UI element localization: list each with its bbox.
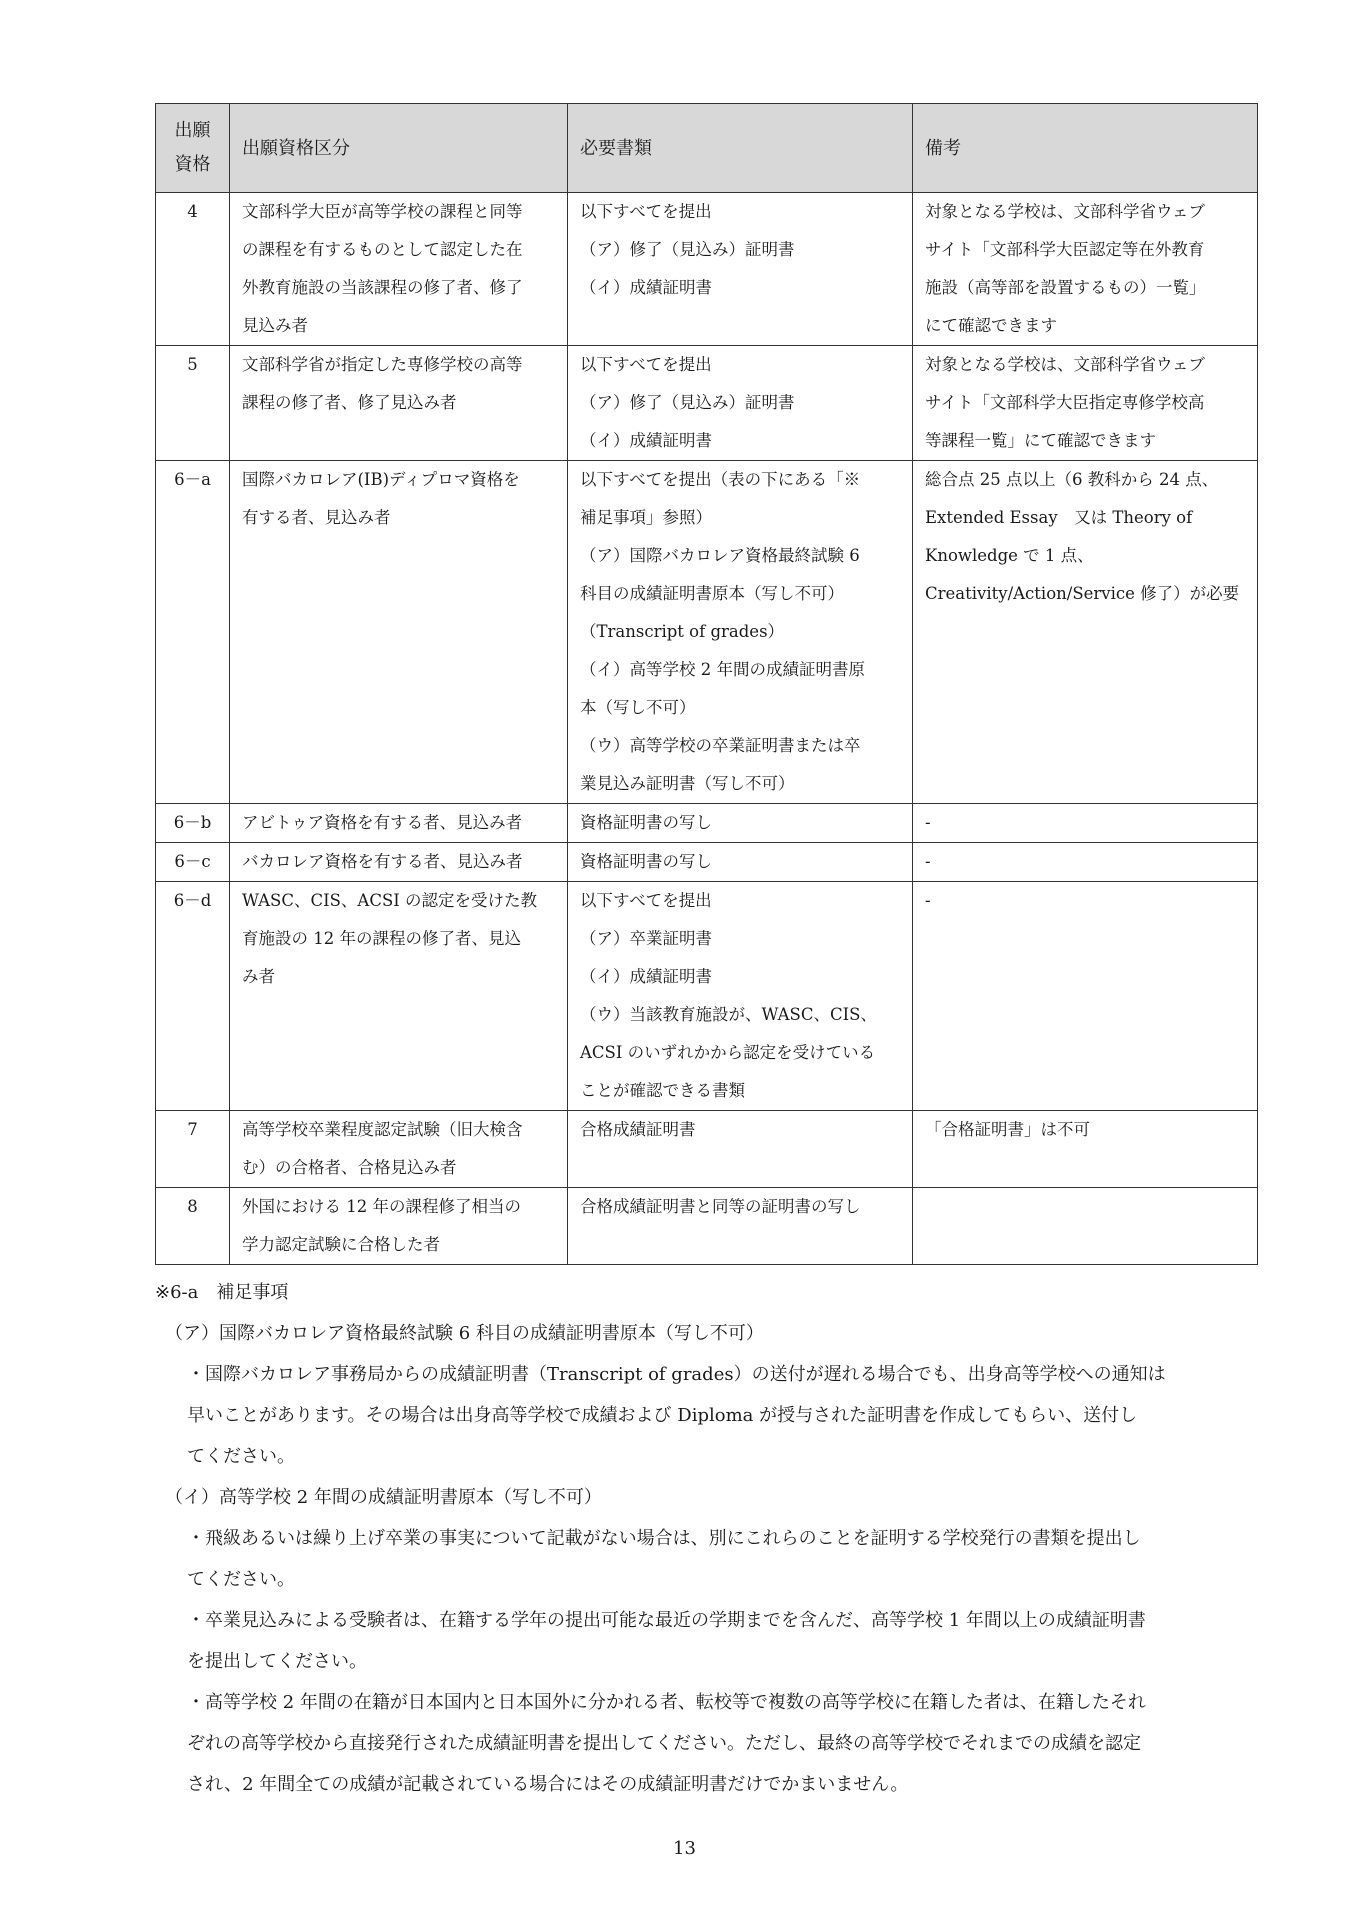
cell-line: 以下すべてを提出: [580, 202, 712, 221]
table-row: [156, 1188, 1258, 1265]
cell-line: （Transcript of grades）: [580, 622, 785, 641]
cell-line: 文部科学大臣が高等学校の課程と同等: [242, 202, 523, 221]
note-line: 早いことがあります。その場合は出身高等学校で成績および Diploma が授与された証明書を作成してもらい、送付し: [187, 1405, 1138, 1426]
qualification-number: 4: [156, 193, 230, 346]
cell-line: 本（写し不可）: [580, 698, 696, 717]
note-item-i-text-2: [155, 1600, 1265, 1682]
cell-line: ことが確認できる書類: [580, 1081, 745, 1100]
cell-line: （ア）国際バカロレア資格最終試験 6: [580, 546, 860, 565]
remarks: [913, 346, 1258, 461]
cell-line: の課程を有するものとして認定した在: [242, 240, 523, 259]
cell-line: 高等学校卒業程度認定試験（旧大検含: [242, 1120, 523, 1139]
note-item-i-heading: （イ）高等学校 2 年間の成績証明書原本（写し不可）: [165, 1487, 602, 1508]
cell-line: み者: [242, 967, 275, 986]
cell-line: 外教育施設の当該課程の修了者、修了: [242, 278, 523, 297]
header-qualification-no: [156, 104, 230, 193]
qualification-category: [230, 1111, 568, 1188]
remarks: [913, 461, 1258, 804]
cell-line: アビトゥア資格を有する者、見込み者: [242, 813, 523, 832]
cell-line: 総合点 25 点以上（6 教科から 24 点、: [925, 470, 1219, 489]
cell-line: 以下すべてを提出: [580, 355, 712, 374]
remarks: [913, 804, 1258, 843]
cell-line: 学力認定試験に合格した者: [242, 1235, 440, 1254]
cell-line: サイト「文部科学大臣認定等在外教育: [925, 240, 1205, 259]
cell-line: 合格成績証明書: [580, 1120, 696, 1139]
qualification-number: 7: [156, 1111, 230, 1188]
page-number: 13: [673, 1838, 696, 1859]
cell-line: （ウ）当該教育施設が、WASC、CIS、: [580, 1005, 877, 1024]
cell-line: 業見込み証明書（写し不可）: [580, 774, 795, 793]
cell-line: 補足事項」参照）: [580, 508, 712, 527]
qualification-category: [230, 461, 568, 804]
cell-line: 対象となる学校は、文部科学省ウェブ: [925, 355, 1205, 374]
table-row: [156, 1111, 1258, 1188]
cell-line: 以下すべてを提出（表の下にある「※: [580, 470, 861, 489]
required-documents: [568, 1111, 913, 1188]
cell-line: （ウ）高等学校の卒業証明書または卒: [580, 736, 861, 755]
header-remarks: 備考: [913, 104, 1258, 193]
remarks: [913, 1111, 1258, 1188]
qualification-category: [230, 346, 568, 461]
note-line: を提出してください。: [187, 1651, 367, 1672]
note-line: され、2 年間全ての成績が記載されている場合にはその成績証明書だけでかまいません。: [187, 1774, 909, 1795]
cell-line: 等課程一覧」にて確認できます: [925, 431, 1156, 450]
note-line: ・高等学校 2 年間の在籍が日本国内と日本国外に分かれる者、転校等で複数の高等学校に在籍した者は、在籍したそれ: [187, 1692, 1146, 1713]
cell-line: WASC、CIS、ACSI の認定を受けた教: [242, 891, 538, 910]
table-row: [156, 843, 1258, 882]
cell-line: にて確認できます: [925, 316, 1057, 335]
cell-line: 国際バカロレア(IB)ディプロマ資格を: [242, 470, 520, 489]
cell-line: 対象となる学校は、文部科学省ウェブ: [925, 202, 1205, 221]
remarks: [913, 1188, 1258, 1265]
cell-line: （ア）修了（見込み）証明書: [580, 393, 795, 412]
note-line: ぞれの高等学校から直接発行された成績証明書を提出してください。ただし、最終の高等学校でそれまでの成績を認定: [187, 1733, 1141, 1754]
header-line: 資格: [174, 154, 211, 175]
cell-line: -: [925, 813, 931, 832]
qualification-number: 6－a: [156, 461, 230, 804]
header-documents: 必要書類: [568, 104, 913, 193]
note-line: ・卒業見込みによる受験者は、在籍する学年の提出可能な最近の学期までを含んだ、高等学校 1 年間以上の成績証明書: [187, 1610, 1146, 1631]
cell-line: Creativity/Action/Service 修了）が必要: [925, 584, 1240, 603]
required-documents: [568, 346, 913, 461]
qualification-category: [230, 882, 568, 1111]
header-line: 出願: [174, 120, 211, 141]
cell-line: （イ）成績証明書: [580, 967, 712, 986]
cell-line: -: [925, 852, 931, 871]
cell-line: 施設（高等部を設置するもの）一覧」: [925, 278, 1206, 297]
supplementary-notes: [155, 1272, 1265, 1805]
cell-line: （ア）卒業証明書: [580, 929, 712, 948]
note-item-i-text-3: [155, 1682, 1265, 1805]
cell-line: -: [925, 891, 931, 910]
cell-line: Extended Essay 又は Theory of: [925, 508, 1193, 527]
cell-line: 資格証明書の写し: [580, 852, 712, 871]
note-line: ・飛級あるいは繰り上げ卒業の事実について記載がない場合は、別にこれらのことを証明する学校発行の書類を提出し: [187, 1528, 1141, 1549]
table-row: [156, 804, 1258, 843]
cell-line: Knowledge で 1 点、: [925, 546, 1094, 565]
cell-line: 課程の修了者、修了見込み者: [242, 393, 457, 412]
note-line: てください。: [187, 1446, 295, 1467]
cell-line: サイト「文部科学大臣指定専修学校高: [925, 393, 1205, 412]
required-documents: [568, 804, 913, 843]
note-item-a-heading: （ア）国際バカロレア資格最終試験 6 科目の成績証明書原本（写し不可）: [165, 1323, 764, 1344]
qualification-number: 6－c: [156, 843, 230, 882]
qualification-category: [230, 1188, 568, 1265]
cell-line: バカロレア資格を有する者、見込み者: [242, 852, 523, 871]
notes-title: ※6-a 補足事項: [155, 1282, 289, 1303]
qualification-number: 5: [156, 346, 230, 461]
cell-line: ACSI のいずれかから認定を受けている: [580, 1043, 876, 1062]
remarks: [913, 193, 1258, 346]
cell-line: 育施設の 12 年の課程の修了者、見込: [242, 929, 521, 948]
required-documents: [568, 461, 913, 804]
required-documents: [568, 193, 913, 346]
cell-line: 合格成績証明書と同等の証明書の写し: [580, 1197, 861, 1216]
cell-line: 資格証明書の写し: [580, 813, 712, 832]
remarks: [913, 882, 1258, 1111]
cell-line: （イ）高等学校 2 年間の成績証明書原: [580, 660, 865, 679]
table-row: [156, 346, 1258, 461]
cell-line: む）の合格者、合格見込み者: [242, 1158, 457, 1177]
cell-line: （イ）成績証明書: [580, 431, 712, 450]
qualification-number: 6－b: [156, 804, 230, 843]
qualification-number: 6－d: [156, 882, 230, 1111]
cell-line: （ア）修了（見込み）証明書: [580, 240, 795, 259]
note-item-i-text-1: [155, 1518, 1265, 1600]
required-documents: [568, 1188, 913, 1265]
note-line: てください。: [187, 1569, 295, 1590]
cell-line: 文部科学省が指定した専修学校の高等: [242, 355, 523, 374]
required-documents: [568, 843, 913, 882]
note-item-a-text: [155, 1354, 1265, 1477]
table-row: [156, 882, 1258, 1111]
cell-line: 外国における 12 年の課程修了相当の: [242, 1197, 521, 1216]
required-documents: [568, 882, 913, 1111]
cell-line: 見込み者: [242, 316, 308, 335]
remarks: [913, 843, 1258, 882]
qualification-category: [230, 193, 568, 346]
table-row: [156, 461, 1258, 804]
cell-line: （イ）成績証明書: [580, 278, 712, 297]
table-header-row: [156, 104, 1258, 193]
qualification-number: 8: [156, 1188, 230, 1265]
qualification-table: [155, 103, 1258, 1265]
cell-line: 「合格証明書」は不可: [925, 1120, 1090, 1139]
cell-line: 科目の成績証明書原本（写し不可）: [580, 584, 844, 603]
cell-line: 有する者、見込み者: [242, 508, 391, 527]
table-row: [156, 193, 1258, 346]
cell-line: 以下すべてを提出: [580, 891, 712, 910]
note-line: ・国際バカロレア事務局からの成績証明書（Transcript of grades）の送付が遅れる場合でも、出身高等学校への通知は: [187, 1364, 1166, 1385]
header-category: 出願資格区分: [230, 104, 568, 193]
qualification-category: [230, 804, 568, 843]
qualification-category: [230, 843, 568, 882]
